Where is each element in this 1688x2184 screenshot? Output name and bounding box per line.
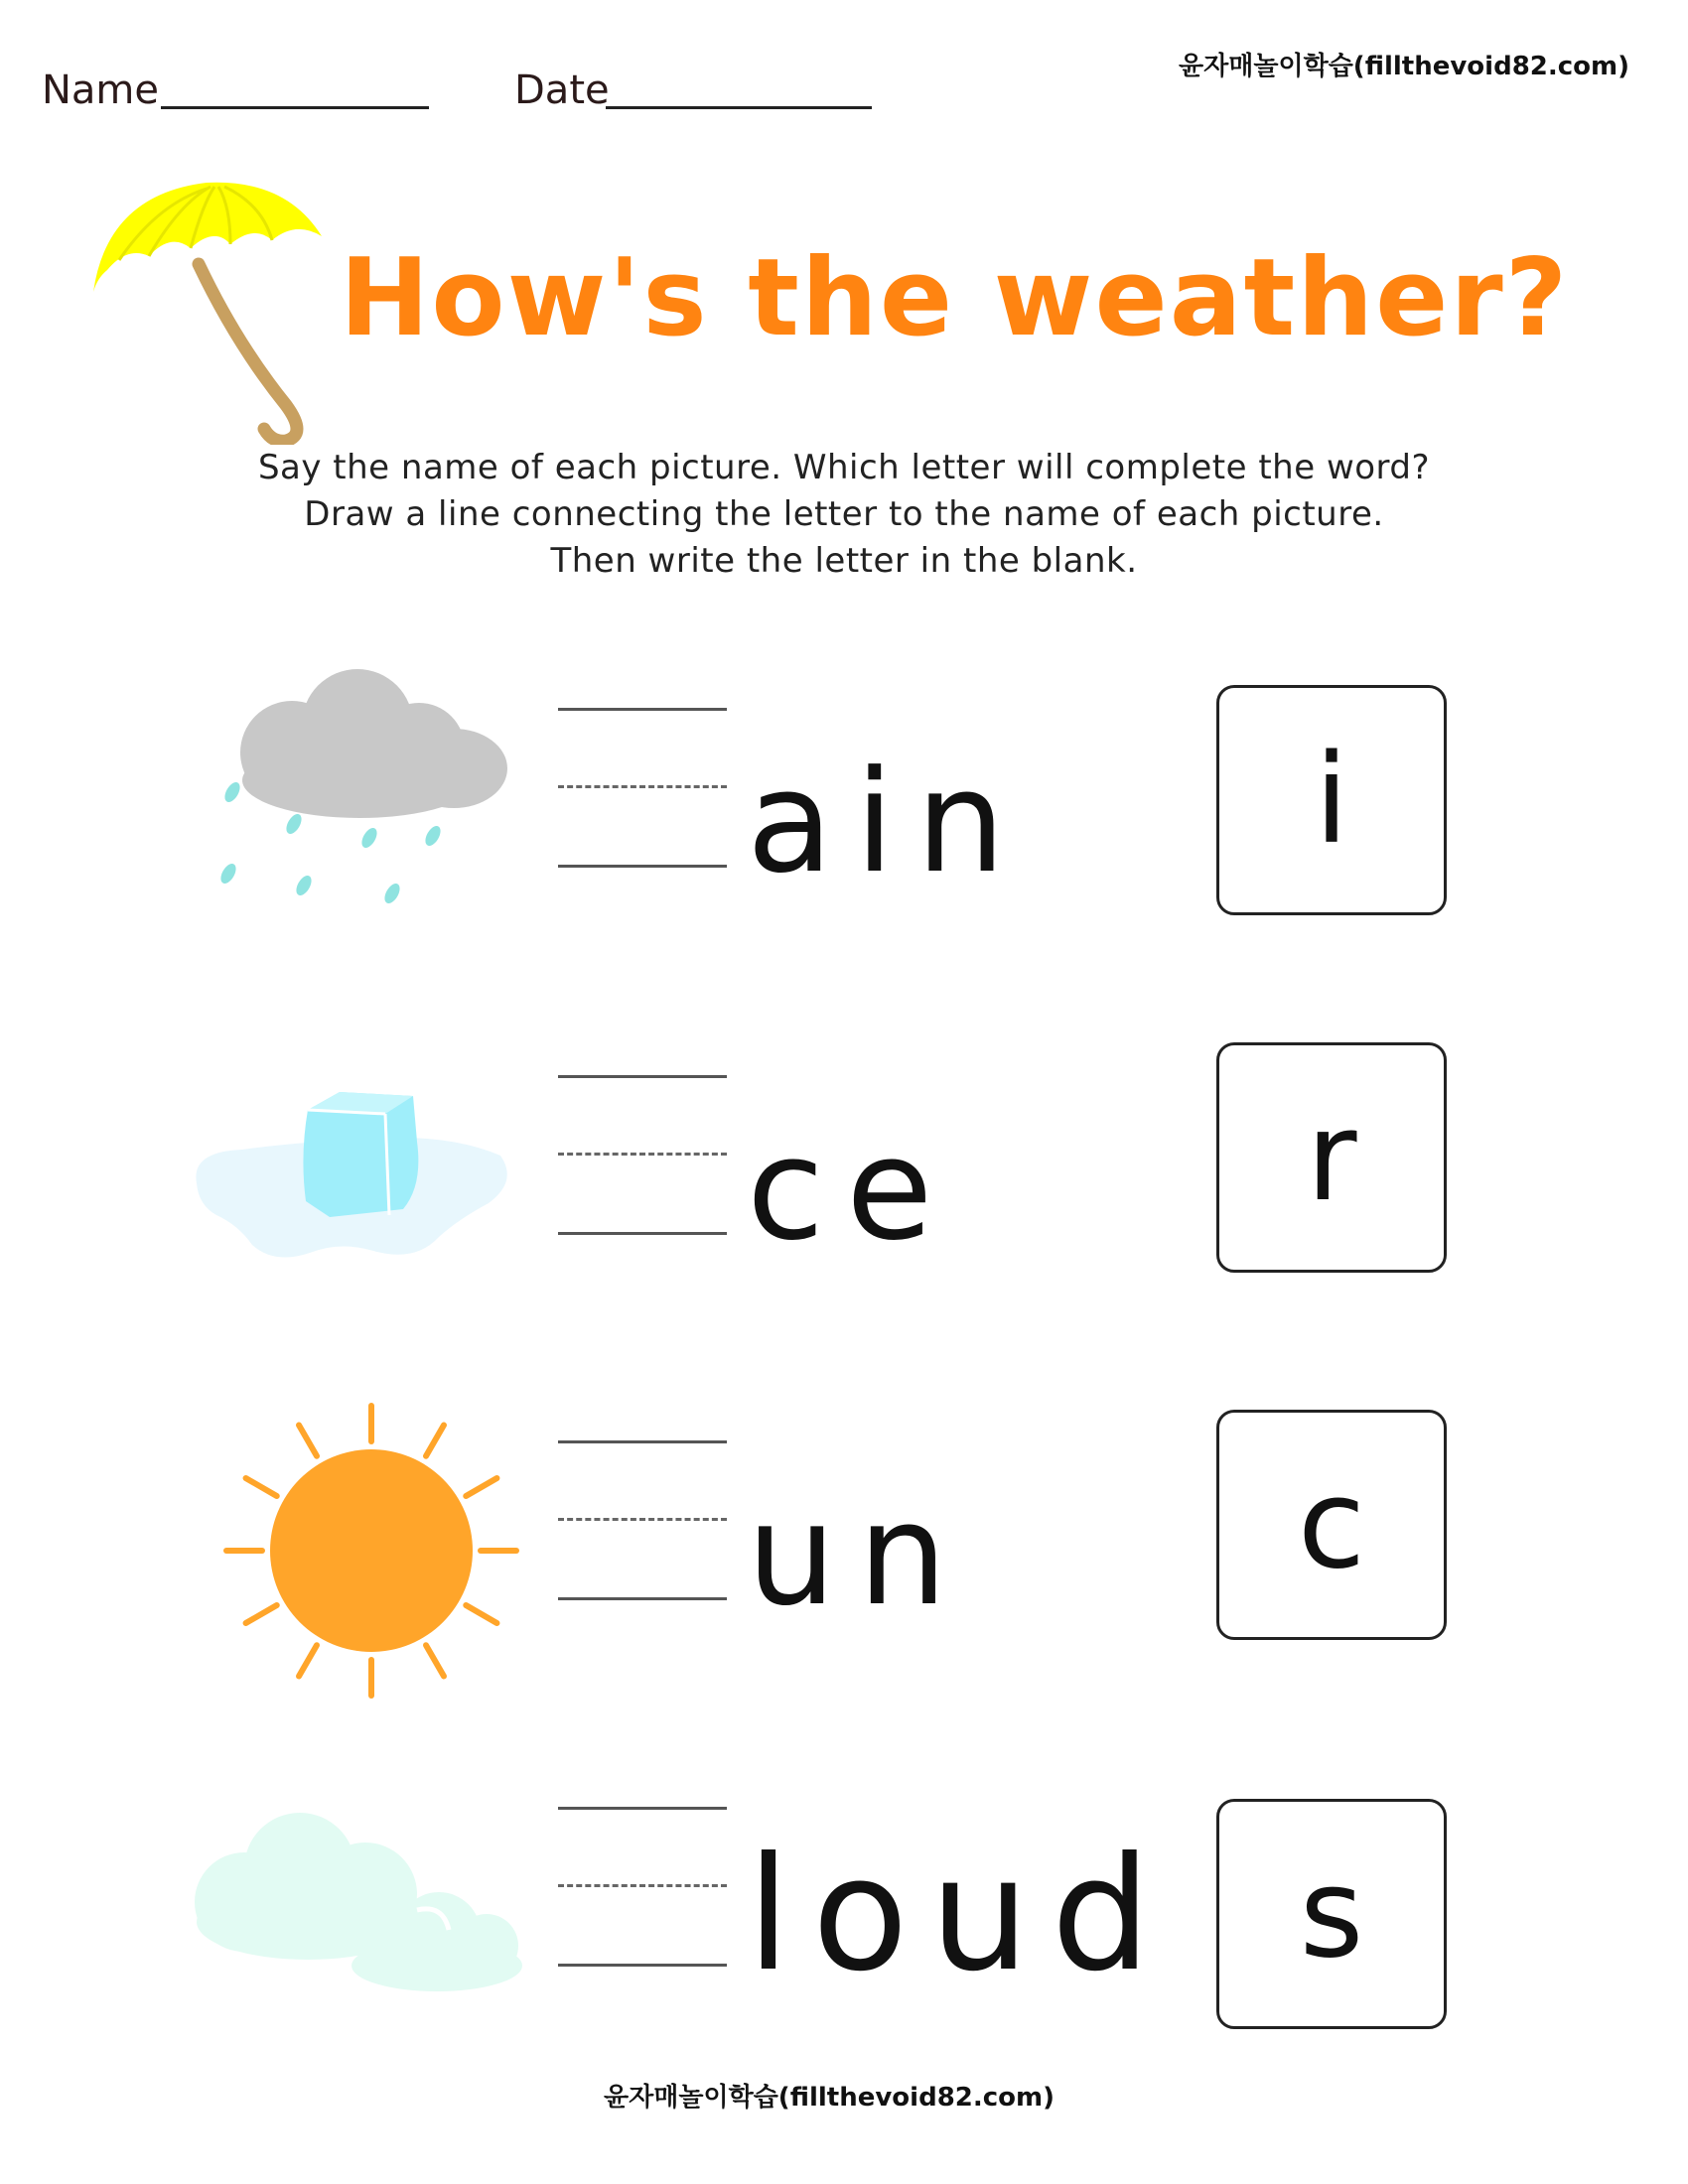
answer-blank[interactable] xyxy=(558,1075,727,1234)
answer-blank[interactable] xyxy=(558,1807,727,1966)
word-fragment: ce xyxy=(747,1108,955,1272)
letter-choice-box[interactable] xyxy=(1216,1799,1447,2029)
answer-blank[interactable] xyxy=(558,708,727,867)
umbrella-icon xyxy=(87,175,326,445)
letter-choice-box[interactable] xyxy=(1216,1042,1447,1273)
sun-ray xyxy=(466,1605,496,1623)
sun-icon xyxy=(222,1402,520,1700)
date-field[interactable] xyxy=(606,106,872,109)
word-fragment: loud xyxy=(747,1824,1173,2006)
sun-ray xyxy=(299,1645,317,1676)
word-fragment: ain xyxy=(747,741,1028,904)
instruction-line: Draw a line connecting the letter to the name of each picture. xyxy=(304,494,1384,534)
rain-cloud-icon xyxy=(211,663,508,921)
instructions xyxy=(0,445,1688,585)
choice-letter: c xyxy=(1297,1453,1366,1596)
sun-ray xyxy=(299,1426,317,1456)
sun-ray xyxy=(246,1605,277,1623)
sun-ray xyxy=(426,1645,444,1676)
date-label: Date xyxy=(514,68,610,113)
name-label: Name xyxy=(42,68,160,113)
sun-ray xyxy=(246,1478,277,1496)
footer-credit: 윤자매놀이학습(fillthevoid82.com) xyxy=(604,2083,1055,2113)
ice-cube-icon xyxy=(191,1086,518,1265)
choice-letter: i xyxy=(1314,729,1349,872)
word-fragment: un xyxy=(747,1473,969,1637)
answer-blank[interactable] xyxy=(558,1440,727,1599)
cloud-icon xyxy=(189,1807,526,1995)
sun-ray xyxy=(466,1478,496,1496)
letter-choice-box[interactable] xyxy=(1216,1410,1447,1640)
choice-letter: r xyxy=(1306,1086,1357,1229)
choice-letter: s xyxy=(1299,1843,1364,1985)
header-credit: 윤자매놀이학습(fillthevoid82.com) xyxy=(1179,52,1630,81)
instruction-line: Then write the letter in the blank. xyxy=(550,541,1138,581)
page-title: How's the weather? xyxy=(340,236,1570,360)
sun-ray xyxy=(426,1426,444,1456)
letter-choice-box[interactable] xyxy=(1216,685,1447,915)
name-field[interactable] xyxy=(161,106,429,109)
instruction-line: Say the name of each picture. Which letter will complete the word? xyxy=(257,448,1431,487)
